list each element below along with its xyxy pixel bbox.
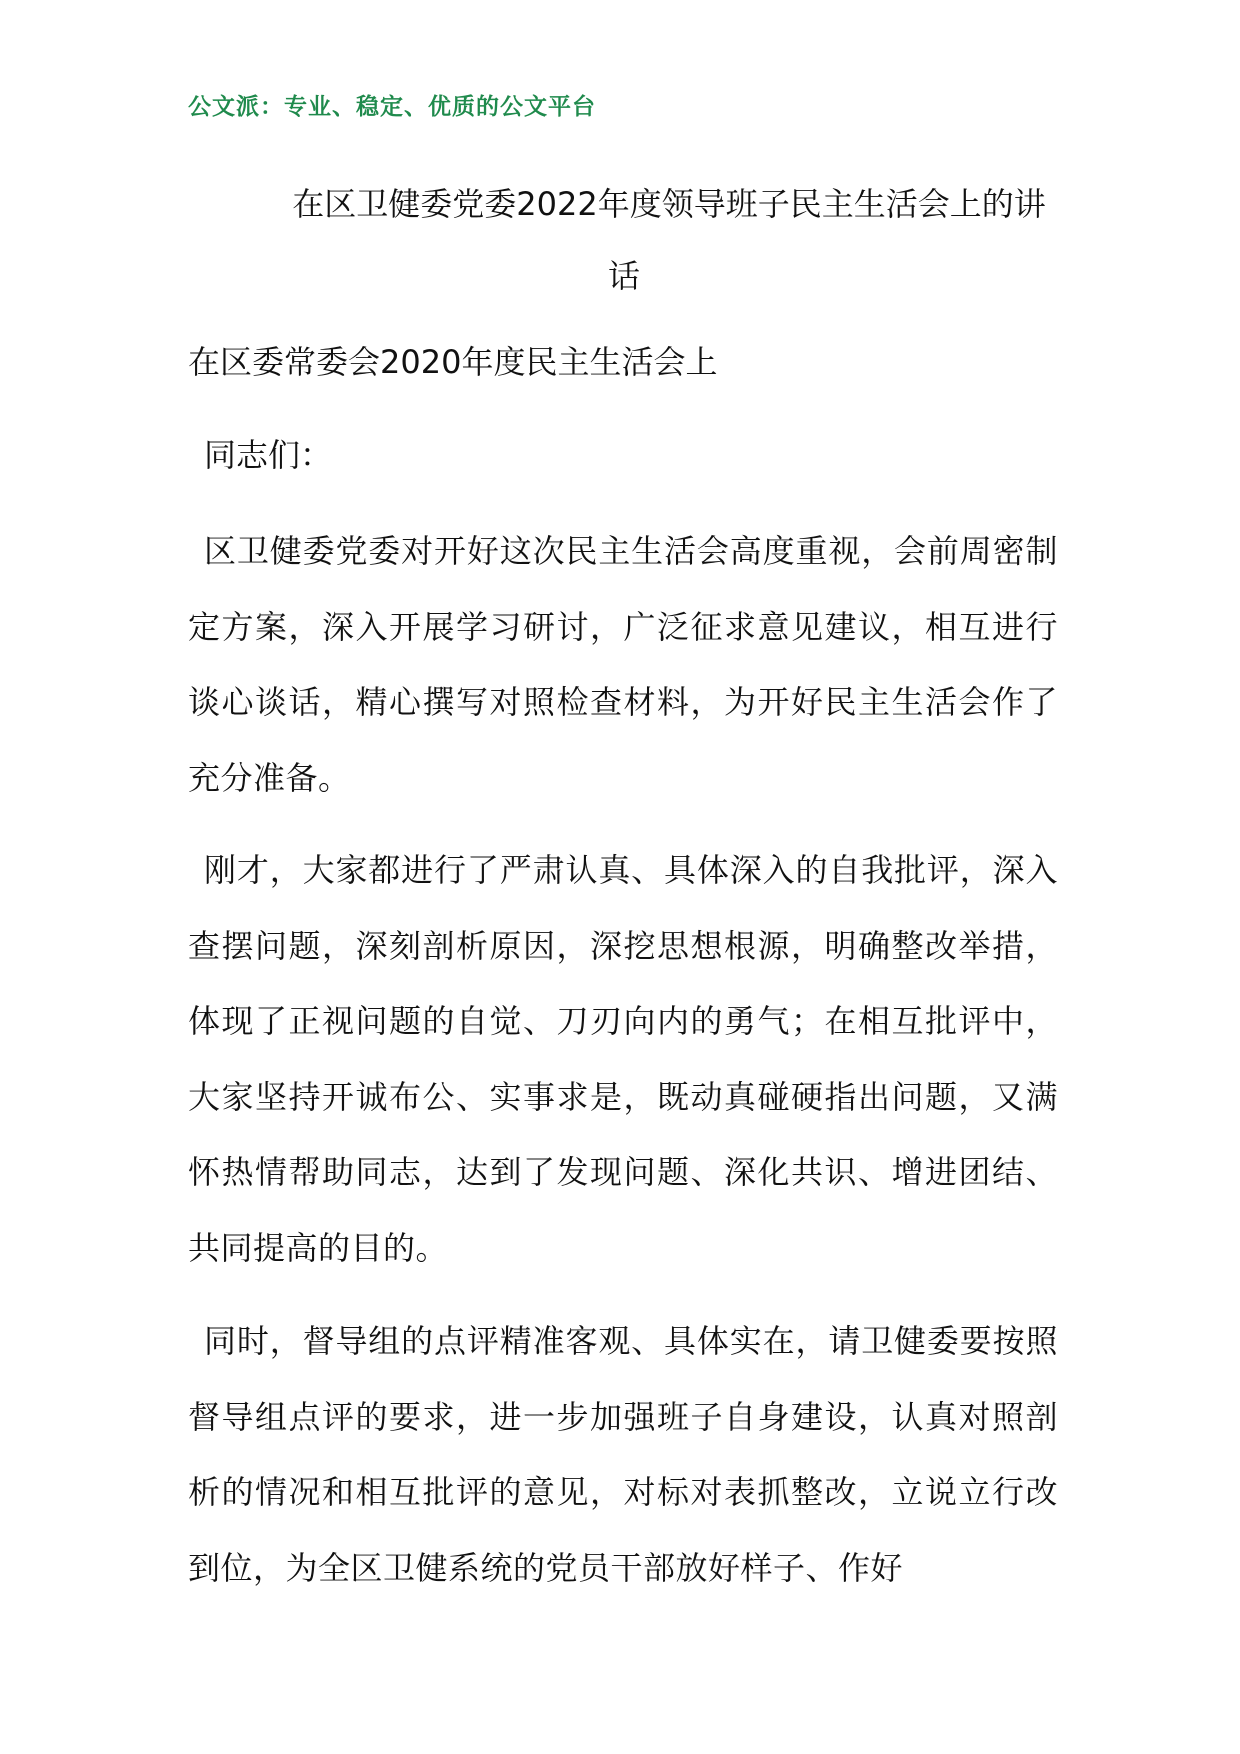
salutation: 同志们： bbox=[204, 436, 333, 474]
document-title bbox=[188, 168, 1060, 312]
paragraph-2: 刚才，大家都进行了严肃认真、具体深入的自我批评，深入查摆问题，深刻剖析原因，深挖思想根源，明确整改举措，体现了正视问题的自觉、刀刃向内的勇气；在相互批评中，大家坚持开诚布公、实事求是，既动真碰硬指出问题，又满怀热情帮助同志，达到了发现问题、深化共识、增进团结、共同提高的目的。 bbox=[188, 851, 1058, 1267]
paragraph-3: 同时，督导组的点评精准客观、具体实在，请卫健委要按照督导组点评的要求，进一步加强班子自身建设，认真对照剖析的情况和相互批评的意见，对标对表抓整改，立说立行改到位，为全区卫健系统的党员干部放好样子、作好 bbox=[188, 1322, 1058, 1587]
paragraph-1: 区卫健委党委对开好这次民主生活会高度重视，会前周密制定方案，深入开展学习研讨，广泛征求意见建议，相互进行谈心谈话，精心撰写对照检查材料，为开好民主生活会作了充分准备。 bbox=[188, 532, 1058, 797]
title-line-1: 在区卫健委党委2022年度领导班子民主生活会上的讲 bbox=[292, 185, 1046, 223]
document-subtitle: 在区委常委会2020年度民主生活会上 bbox=[188, 343, 718, 381]
title-line-2: 话 bbox=[607, 257, 640, 295]
brand-header: 公文派：专业、稳定、优质的公文平台 bbox=[188, 94, 596, 120]
